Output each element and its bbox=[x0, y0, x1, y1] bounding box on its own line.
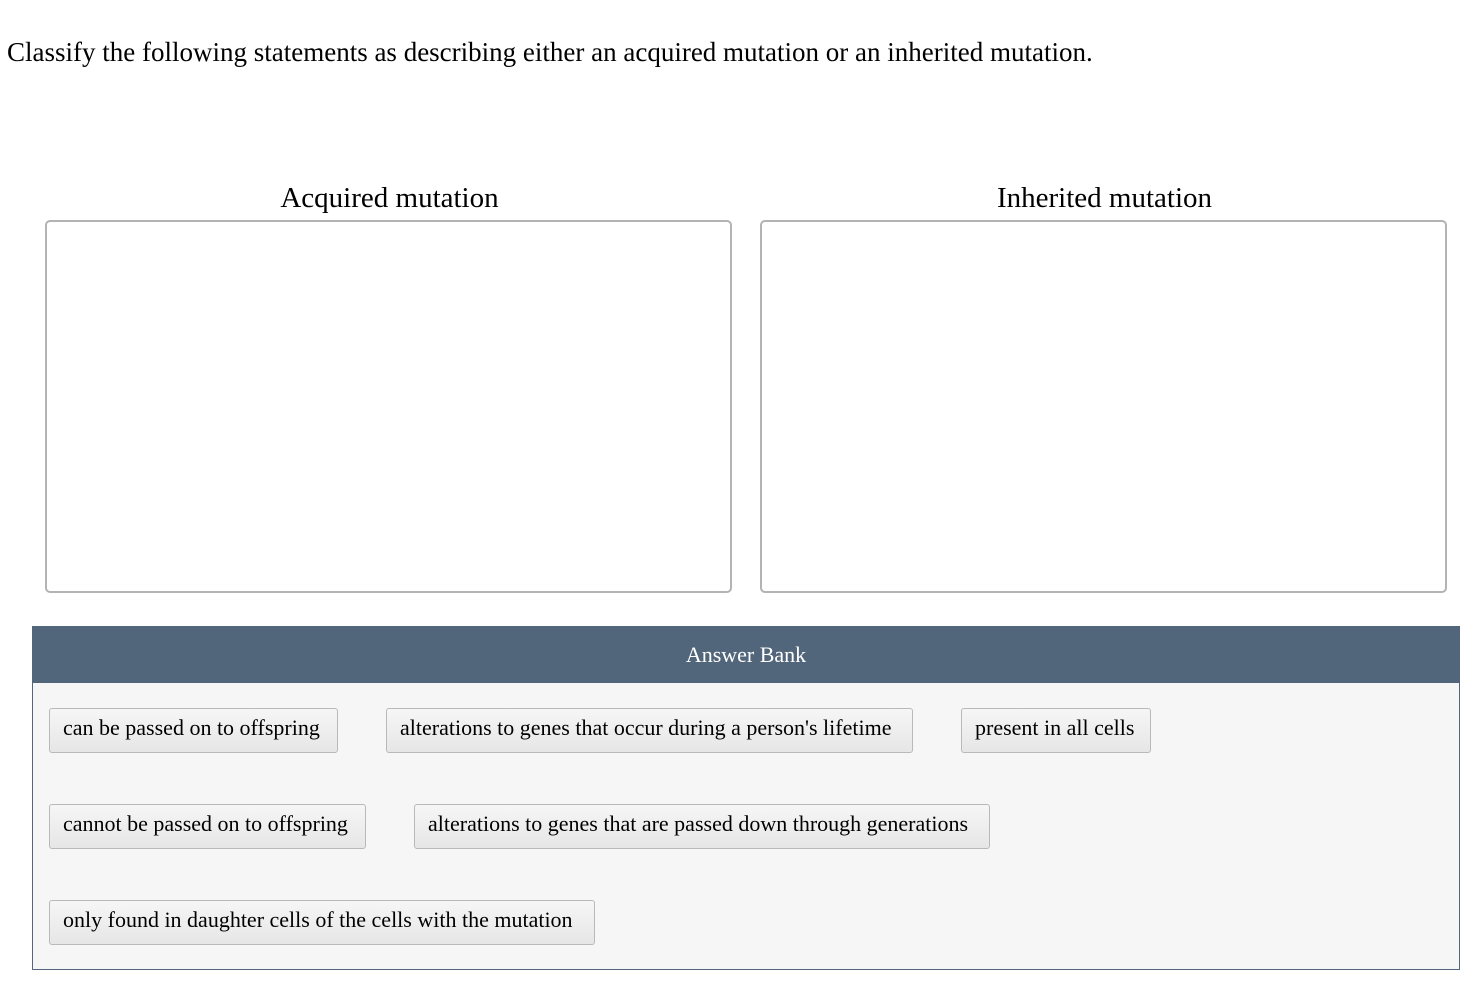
answer-chip-during-lifetime[interactable]: alterations to genes that occur during a person's lifetime bbox=[386, 708, 913, 753]
answer-chip-passed-to-offspring[interactable]: can be passed on to offspring bbox=[49, 708, 338, 753]
question-prompt: Classify the following statements as describing either an acquired mutation or an inherited mutation. bbox=[7, 37, 1093, 67]
answer-chip-not-passed-to-offspring[interactable]: cannot be passed on to offspring bbox=[49, 804, 366, 849]
bin-title-acquired: Acquired mutation bbox=[280, 182, 499, 214]
answer-bank bbox=[32, 626, 1460, 970]
drop-zone-inherited[interactable] bbox=[760, 220, 1447, 593]
bin-title-inherited: Inherited mutation bbox=[996, 182, 1213, 214]
answer-chip-through-generations[interactable]: alterations to genes that are passed down through generations bbox=[414, 804, 990, 849]
answer-chip-all-cells[interactable]: present in all cells bbox=[961, 708, 1151, 753]
answer-bank-header: Answer Bank bbox=[33, 627, 1459, 683]
answer-chip-daughter-cells[interactable]: only found in daughter cells of the cells with the mutation bbox=[49, 900, 595, 945]
drop-zone-acquired[interactable] bbox=[45, 220, 732, 593]
